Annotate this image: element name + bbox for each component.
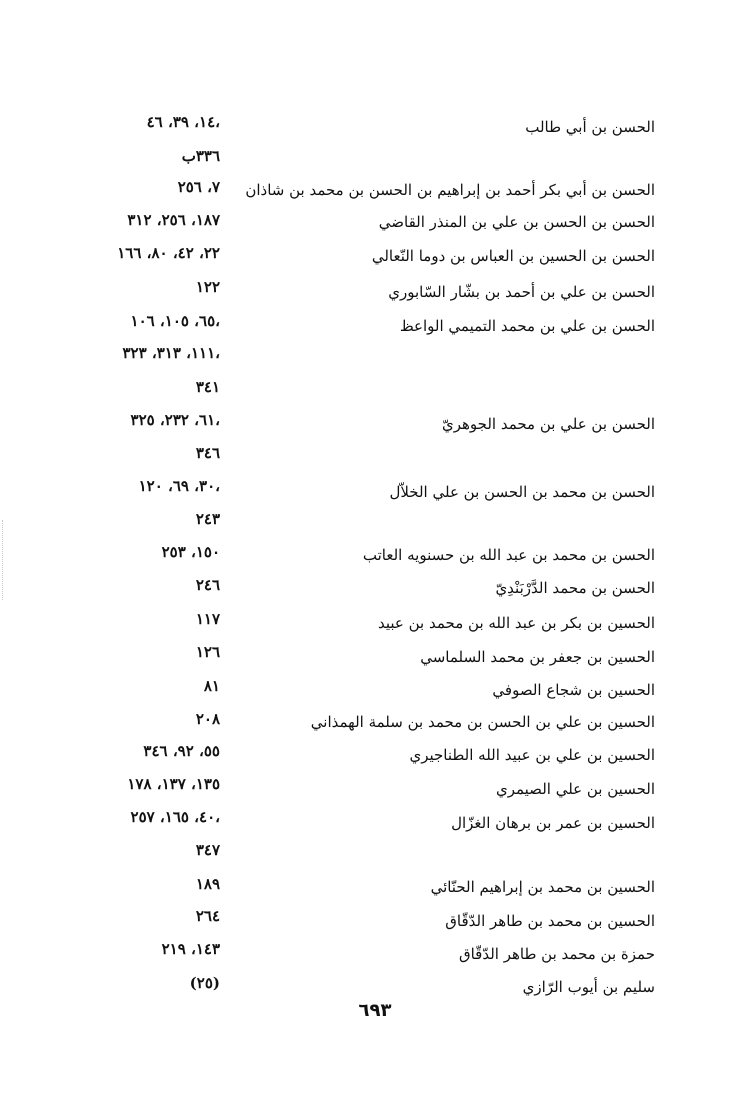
index-entry-pages: ٣٤٦ xyxy=(195,444,220,462)
index-entry-pages: ٥٥، ٩٢، ٣٤٦ xyxy=(143,742,220,760)
index-entry-name: الحسين بن محمد بن إبراهيم الحنّائي xyxy=(430,878,655,896)
index-entry-name: الحسين بن بكر بن عبد الله بن محمد بن عبيد xyxy=(377,614,655,632)
index-entry-pages: (٢٥) xyxy=(189,974,220,992)
index-entry-pages: ٣٠، ٦٩، ١٢٠، xyxy=(138,477,220,495)
index-entry-name: الحسين بن شجاع الصوفي xyxy=(492,681,655,699)
index-entry-pages: ٦٥، ١٠٥، ١٠٦، xyxy=(130,312,220,330)
index-entry-pages: ٢٤٣ xyxy=(195,510,220,528)
index-entry-name: الحسين بن علي بن الحسن بن محمد بن سلمة الهمذاني xyxy=(310,713,655,731)
index-entry-name: الحسين بن علي الصيمري xyxy=(495,780,655,798)
index-entry-pages: ١٢٢ xyxy=(195,278,220,296)
index-entry-pages: ٦١، ٢٣٢، ٣٢٥، xyxy=(130,411,220,429)
index-entry-pages: ٢٢، ٤٢، ٨٠، ١٦٦ xyxy=(117,244,220,262)
index-entry-pages: ٣٤١ xyxy=(195,378,220,396)
index-entry-pages: ١٨٩ xyxy=(195,875,220,893)
index-entry-name: الحسن بن علي بن محمد التميمي الواعظ xyxy=(399,317,655,335)
index-entry-name: سليم بن أيوب الرّازي xyxy=(522,978,655,996)
index-entry-pages: ٨١ xyxy=(203,677,220,695)
index-entry-name: الحسن بن محمد الدَّرْبَنْدِيّ xyxy=(495,579,655,597)
index-entry-pages: ١٤، ٣٩، ٤٦، xyxy=(146,113,220,131)
index-entry-pages: ٢٦٤ xyxy=(195,907,220,925)
index-entry-name: الحسن بن الحسن بن علي بن المنذر القاضي xyxy=(378,213,655,231)
index-entry-name: حمزة بن محمد بن طاهر الدّقّاق xyxy=(458,945,655,963)
index-entry-pages: ٤٠، ١٦٥، ٢٥٧، xyxy=(130,808,220,826)
page-number: ٦٩٣ xyxy=(358,1000,392,1021)
index-entry-pages: ٣٤٧ xyxy=(195,841,220,859)
index-entry-name: الحسن بن الحسين بن العباس بن دوما النّعالي xyxy=(371,247,655,265)
index-entry-pages: ٣٣٦ب xyxy=(181,147,220,165)
index-entry-pages: ٧، ٢٥٦ xyxy=(177,178,220,196)
index-entry-pages: ١٣٥، ١٣٧، ١٧٨ xyxy=(127,775,220,793)
page-edge-mark xyxy=(2,520,9,600)
index-entry-name: الحسن بن علي بن أحمد بن بشّار السّابوري xyxy=(388,283,655,301)
index-entry-pages: ١٤٣، ٢١٩ xyxy=(161,940,220,958)
index-entry-name: الحسين بن جعفر بن محمد السلماسي xyxy=(420,648,655,666)
index-entry-name: الحسن بن أبي بكر أحمد بن إبراهيم بن الحسن بن محمد بن شاذان xyxy=(245,181,655,199)
index-entry-pages: ٢٤٦ xyxy=(195,576,220,594)
index-entry-pages: ٢٠٨ xyxy=(195,710,220,728)
index-entry-name: الحسن بن محمد بن عبد الله بن حسنويه العاتب xyxy=(362,546,655,564)
index-entry-pages: ١٨٧، ٢٥٦، ٣١٢ xyxy=(127,211,220,229)
index-entry-pages: ١٢٦ xyxy=(195,643,220,661)
index-entry-name: الحسين بن محمد بن طاهر الدّقّاق xyxy=(445,912,655,930)
index-entry-name: الحسن بن محمد بن الحسن بن علي الخلاّل xyxy=(389,483,655,501)
index-entry-name: الحسين بن علي بن عبيد الله الطناجيري xyxy=(409,746,655,764)
index-entry-name: الحسن بن علي بن محمد الجوهريّ xyxy=(441,415,655,433)
index-entry-pages: ١٥٠، ٢٥٣ xyxy=(161,543,220,561)
index-entry-pages: ١١٧ xyxy=(195,610,220,628)
index-entry-name: الحسن بن أبي طالب xyxy=(525,118,655,136)
index-entry-name: الحسين بن عمر بن برهان الغزّال xyxy=(451,814,655,832)
index-entry-pages: ١١١، ٣١٣، ٣٢٣، xyxy=(122,344,220,362)
